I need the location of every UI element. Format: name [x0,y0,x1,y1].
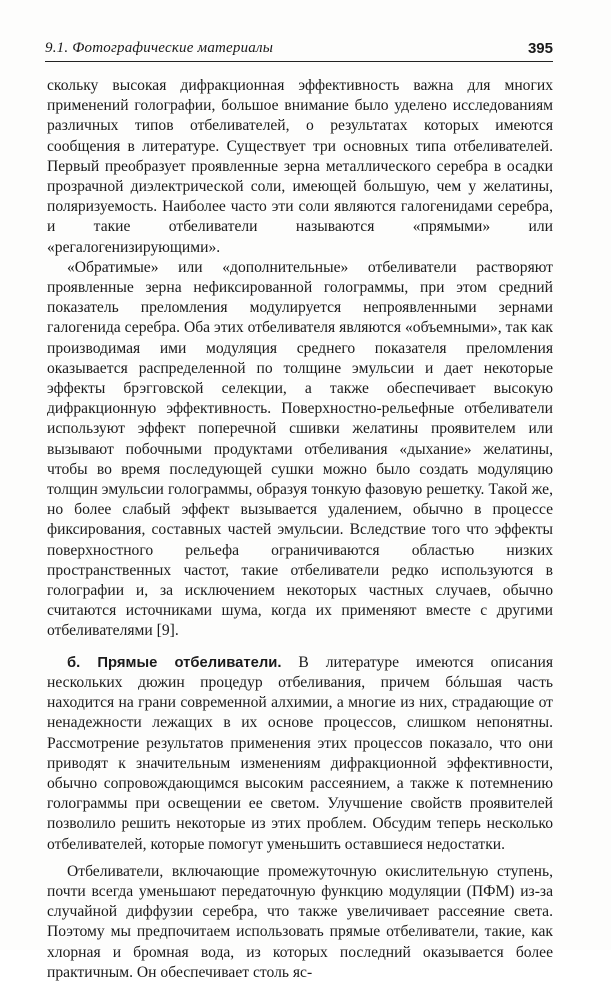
paragraph-continued: скольку высокая дифракционная эффективность важна для многих применений голографии, большое внимание было уделено исследованиям различных типов отбеливателей, о результатах которых имеются сообщения в литературе. Существует три основных типа отбеливателей. Первый преобразует проявленные зерна металлического серебра в осадки прозрачной диэлектрической соли, имеющей большую, чем у желатины, поляризуемость. Наиболее часто эти соли являются галогенидами серебра, и такие отбеливатели называются «прямыми» или «регалогенизирующими». [47,77,553,256]
page-number: 395 [527,40,553,57]
paragraph-direct-bleaches [47,653,553,855]
body-text [47,76,553,983]
header-rule [45,61,553,62]
running-head [45,40,553,64]
paragraph-reversal-bleaches: «Обратимые» или «дополнительные» отбеливатели растворяют проявленные зерна нефиксированной голограммы, при этом средний показатель преломления модулируется непроявленными зернами галогенида серебра. Оба этих отбеливателя являются «объемными», так как производимая ими модуляция среднего показателя преломления оказывается распределенной по толщине эмульсии и дает некоторые эффекты брэгговской селекции, а также обеспечивает высокую дифракционную эффективность. Поверхностно-рельефные отбеливатели используют эффект поперечной сшивки желатины проявителем или вызывают побочными продуктами отбеливания «дыхание» желатины, чтобы во время последующей сушки можно было создать модуляцию толщин эмульсии голограммы, образуя тонкую фазовую решетку. Такой же, но более слабый эффект вызывается удалением, обычно в процессе фиксирования, составных частей эмульсии. Вследствие того что эффекты поверхностного рельефа ограничиваются областью низких пространственных частот, такие отбеливатели редко используются в голографии и, за исключением некоторых частных случаев, обычно считаются источниками шума, когда их применяют вместе с другими отбеливателями [9]. [47,258,553,640]
subsection-heading: б. Прямые отбеливатели. [67,654,282,671]
paragraph-direct-bleaches-text: В литературе имеются описания нескольких дюжин процедур отбеливания, причем бóльшая часть находится на грани современной алхимии, а многие из них, страдающие от ненадежности лежащих в их основе процессов, слишком непонятны. Рассмотрение результатов применения этих процессов показало, что они приводят к значительным изменениям дифракционной эффективности, обычно сопровождающимся высоким рассеянием, а также к потемнению голограммы при освещении ее светом. Улучшение свойств проявителей позволило решить некоторые из этих проблем. Обсудим теперь несколько отбеливателей, которые помогут уменьшить оставшиеся недостатки. [47,653,553,853]
paragraph-intermediate-oxidation: Отбеливатели, включающие промежуточную окислительную ступень, почти всегда уменьшают передаточную функцию модуляции (ПФМ) из-за случайной диффузии серебра, что также увеличивает рассеяние света. Поэтому мы предпочитаем использовать прямые отбеливатели, такие, как хлорная и бромная вода, из которых последний оказывается более практичным. Он обеспечивает столь яс- [47,862,553,981]
section-title: 9.1. Фотографические материалы [45,40,274,56]
